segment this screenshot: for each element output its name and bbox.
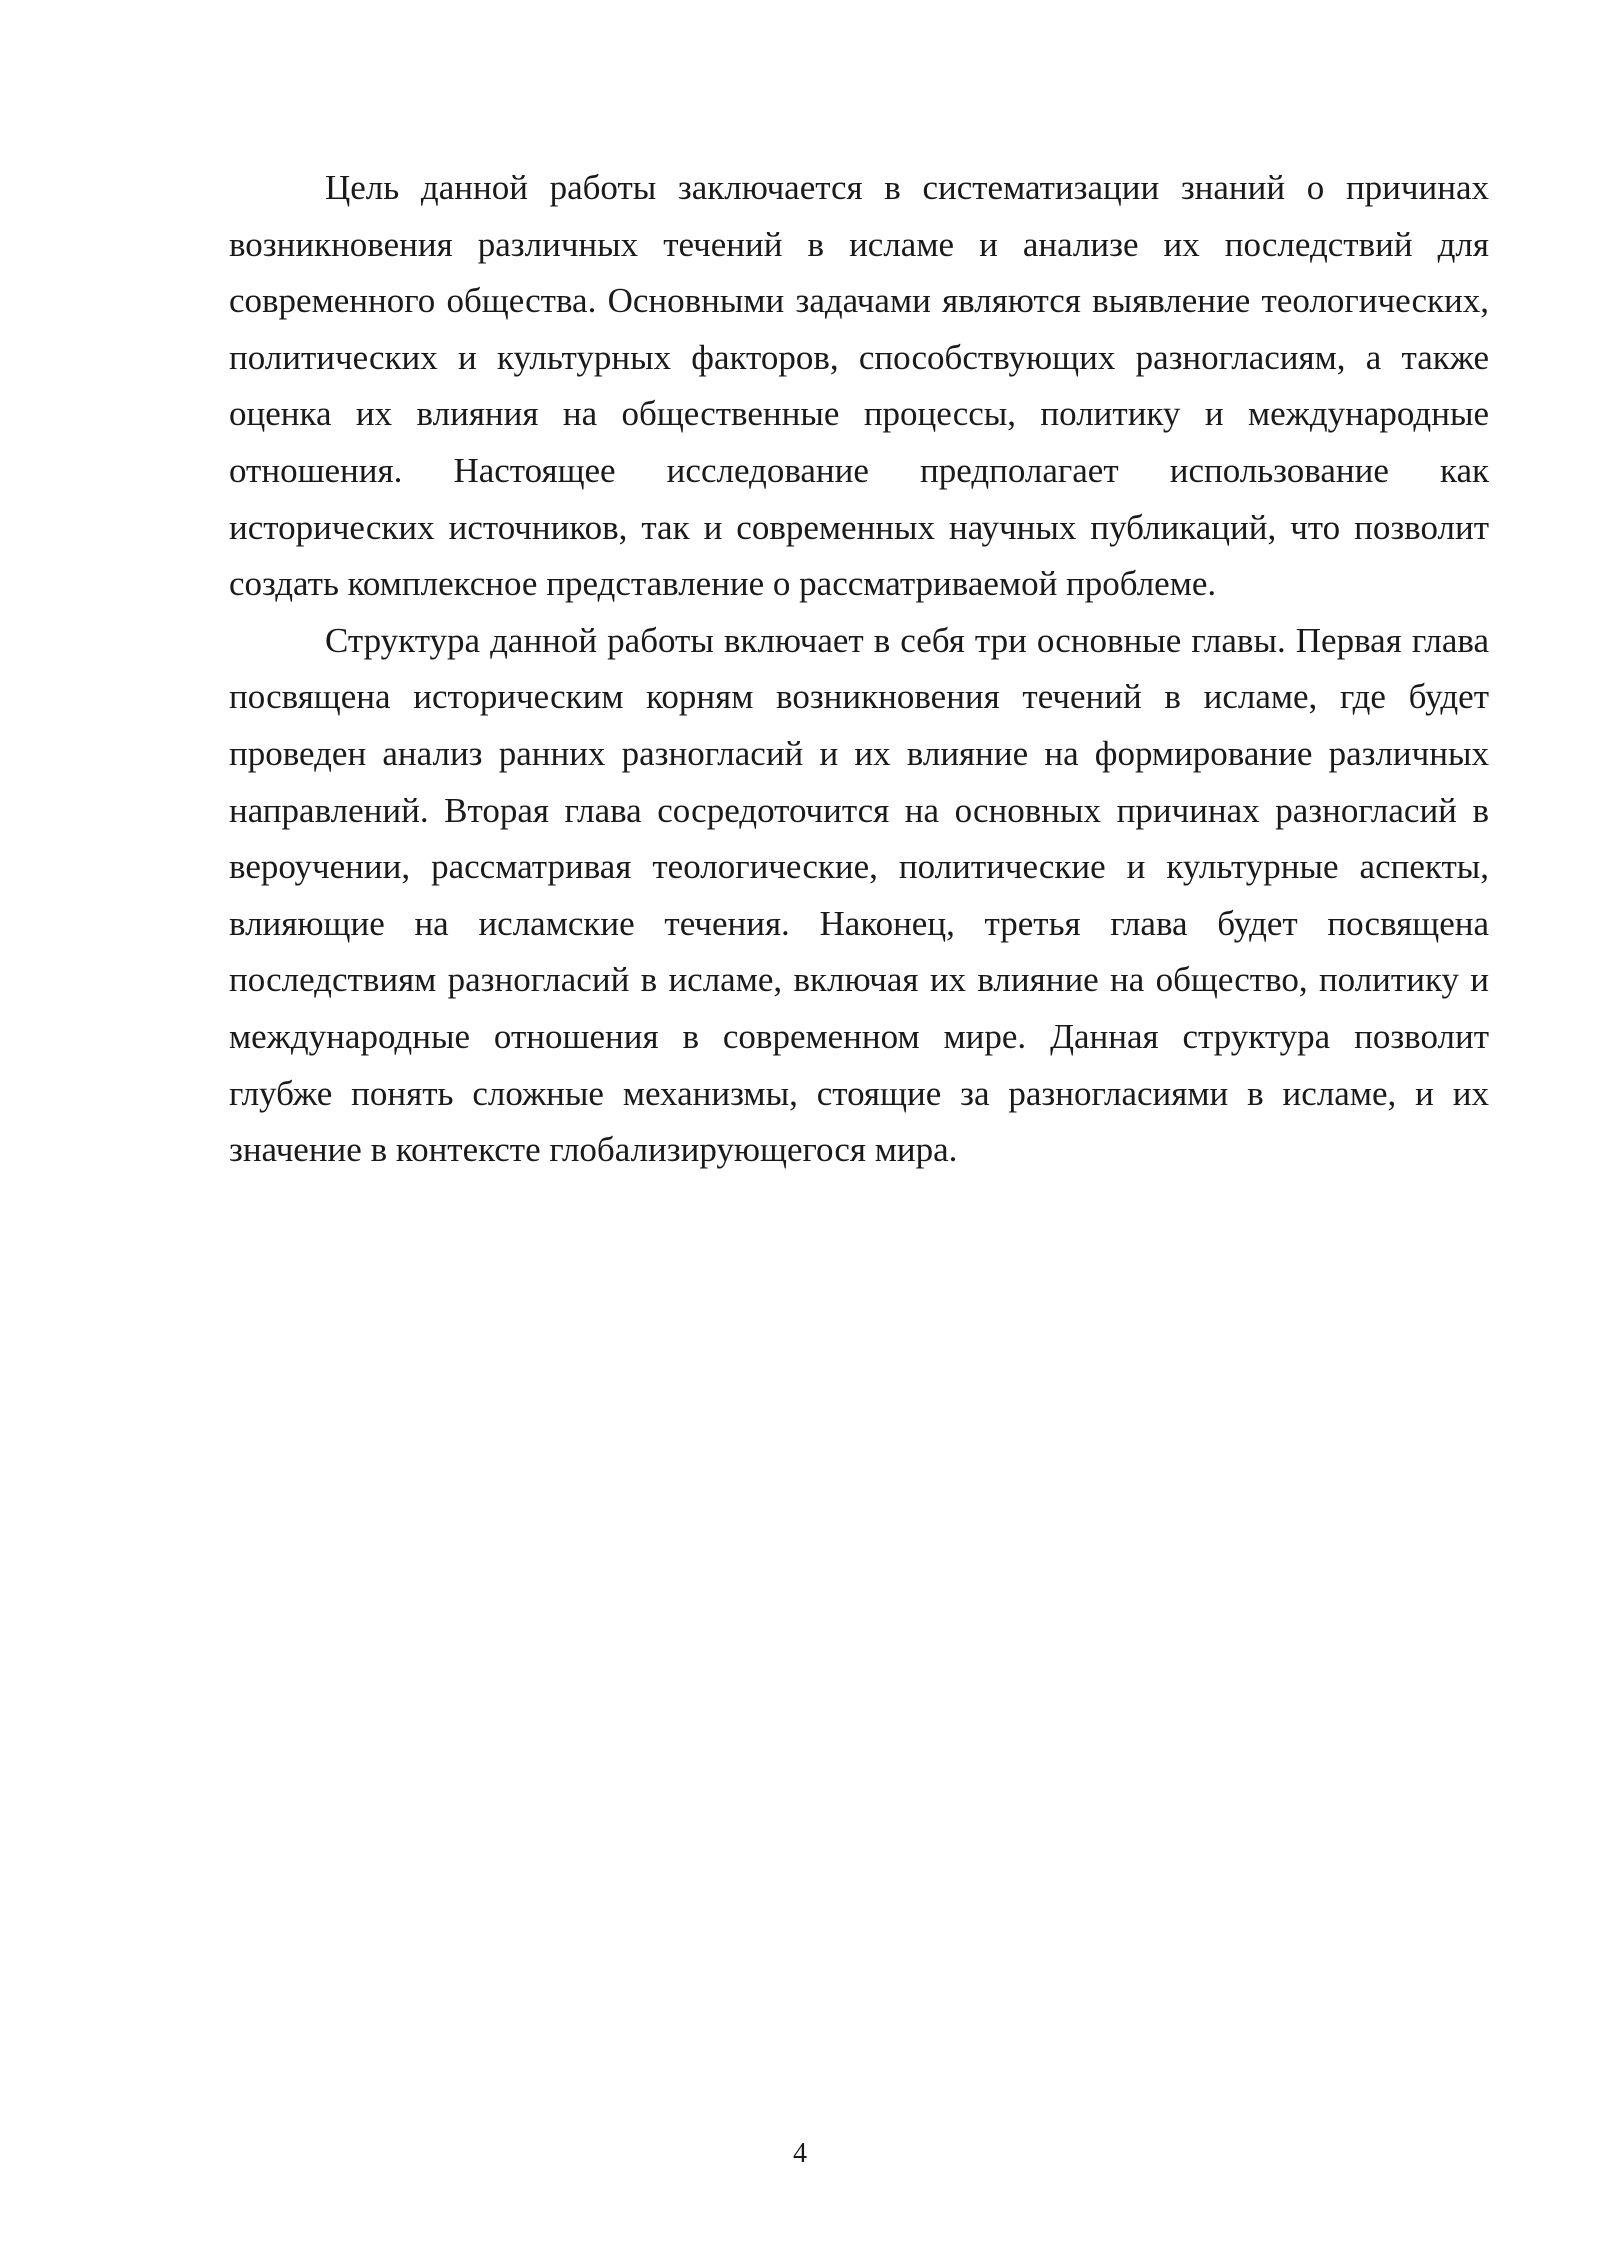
- page-number: 4: [793, 2138, 807, 2169]
- body-text: [229, 160, 1489, 1179]
- paragraph-structure: Структура данной работы включает в себя три основные главы. Первая глава посвящена историческим корням возникновения течений в исламе, где будет проведен анализ ранних разногласий и их влияние на формирование различных направлений. Вторая глава сосредоточится на основных причинах разногласий в вероучении, рассматривая теологические, политические и культурные аспекты, влияющие на исламские течения. Наконец, третья глава будет посвящена последствиям разногласий в исламе, включая их влияние на общество, политику и международные отношения в современном мире. Данная структура позволит глубже понять сложные механизмы, стоящие за разногласиями в исламе, и их значение в контексте глобализирующегося мира.: [229, 620, 1489, 1170]
- paragraph-purpose: Цель данной работы заключается в систематизации знаний о причинах возникновения различных течений в исламе и анализе их последствий для современного общества. Основными задачами являются выявление теологических, политических и культурных факторов, способствующих разногласиям, а также оценка их влияния на общественные процессы, политику и международные отношения. Настоящее исследование предполагает использование как исторических источников, так и современных научных публикаций, что позволит создать комплексное представление о рассматриваемой проблеме.: [229, 168, 1489, 604]
